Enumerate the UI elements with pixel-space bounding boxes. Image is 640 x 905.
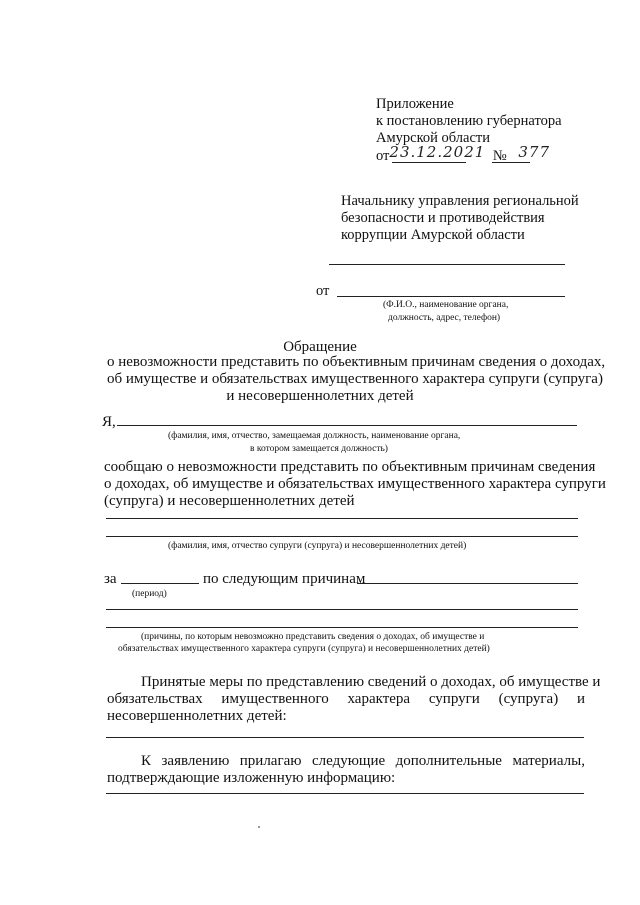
addressee-line-2: безопасности и противодействия — [341, 210, 545, 226]
reasons-caption-1: (причины, по которым невозможно представить сведения о доходах, об имуществе и — [141, 632, 485, 642]
document-title-line-1: о невозможности представить по объективным причинам сведения о доходах, — [107, 354, 606, 370]
from-caption-1: (Ф.И.О., наименование органа, — [383, 300, 509, 310]
period-prefix: за — [104, 571, 117, 587]
annex-date-handwritten: 23.12.2021 — [389, 143, 486, 161]
reasons-line-1 — [357, 583, 578, 584]
attachments-word: материалы, — [512, 753, 585, 769]
spouse-line-1 — [106, 518, 578, 519]
measures-word: обязательствах — [107, 691, 203, 707]
declarant-caption-2: в котором замещается должность) — [250, 444, 388, 454]
number-underline — [492, 162, 530, 163]
measures-word: супруги — [428, 691, 480, 707]
declarant-caption-1: (фамилия, имя, отчество, замещаемая должность, наименование органа, — [168, 431, 461, 441]
from-caption-2: должность, адрес, телефон) — [388, 313, 501, 323]
annex-number-handwritten: 377 — [518, 143, 551, 161]
attachments-line-2: подтверждающие изложенную информацию: — [107, 770, 396, 786]
document-heading: Обращение — [283, 339, 357, 355]
scan-speck — [258, 826, 260, 828]
reasons-line-3 — [106, 627, 578, 628]
addressee-name-line — [329, 264, 565, 265]
addressee-line-3: коррупции Амурской области — [341, 227, 525, 243]
declarant-line — [117, 425, 577, 426]
attachments-word: следующие — [311, 753, 386, 769]
annex-number-sign: № — [492, 148, 507, 164]
spouse-line-2 — [106, 536, 578, 537]
period-caption: (период) — [132, 589, 167, 599]
reasons-line-2 — [106, 609, 578, 610]
measures-word: характера — [347, 691, 411, 707]
date-underline — [392, 162, 466, 163]
from-label: от — [316, 283, 330, 299]
annex-line-2: к постановлению губернатора — [376, 113, 562, 129]
measures-word: имущественного — [221, 691, 329, 707]
declarant-text-1: сообщаю о невозможности представить по объективным причинам сведения — [104, 459, 596, 475]
attachments-word: дополнительные — [395, 753, 502, 769]
measures-line-3: несовершеннолетних детей: — [107, 708, 287, 724]
attachments-answer-line — [106, 793, 584, 794]
declarant-text-2: о доходах, об имуществе и обязательствах имущественного характера супруги — [104, 476, 606, 492]
attachments-word: прилагаю — [239, 753, 302, 769]
document-title-line-3: и несовершеннолетних детей — [226, 388, 414, 404]
attachments-word: К — [141, 753, 152, 769]
measures-answer-line — [106, 737, 584, 738]
annex-line-1: Приложение — [376, 96, 454, 112]
from-line — [337, 296, 565, 297]
measures-line-1: Принятые меры по представлению сведений о доходах, об имуществе и — [141, 674, 601, 690]
annex-date-prefix: от — [376, 148, 390, 164]
declarant-text-3: (супруга) и несовершеннолетних детей — [104, 493, 355, 509]
reasons-caption-2: обязательствах имущественного характера супруги (супруга) и несовершеннолетних детей) — [118, 644, 490, 654]
measures-word: (супруга) — [498, 691, 559, 707]
spouse-caption: (фамилия, имя, отчество супруги (супруга) и несовершеннолетних детей) — [168, 541, 467, 551]
document-title-line-2: об имуществе и обязательствах имущественного характера супруги (супруга) — [107, 371, 603, 387]
declarant-prefix: Я, — [102, 414, 116, 430]
annex-line-3: Амурской области — [376, 130, 490, 146]
period-line — [121, 583, 199, 584]
period-suffix: по следующим причинам — [203, 571, 366, 587]
addressee-line-1: Начальнику управления региональной — [341, 193, 579, 209]
attachments-word: заявлению — [161, 753, 230, 769]
measures-word: и — [576, 691, 585, 707]
